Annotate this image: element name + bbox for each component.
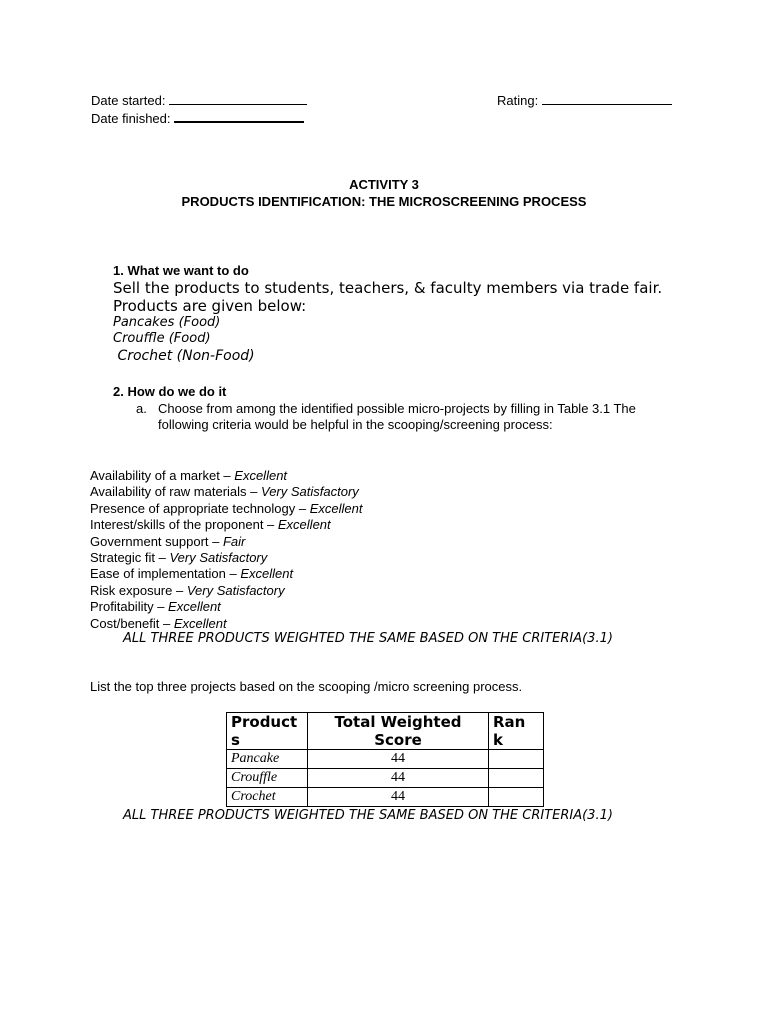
criteria-rating: Excellent [240,566,294,582]
date-finished-blank[interactable] [174,110,304,123]
criteria-name: Interest/skills of the proponent – [90,517,278,533]
cell-product: Crochet [227,788,308,807]
criteria-name: Presence of appropriate technology – [90,500,310,516]
criteria-rating: Excellent [234,468,288,483]
table-row [227,750,544,769]
table-row [227,788,544,807]
cell-score: 44 [308,769,489,788]
cell-score: 44 [308,750,489,769]
criteria-item [90,534,362,550]
item-a-line1: Choose from among the identified possible micro-projects by filling in Table 3.1 The [158,401,636,416]
criteria-rating: Excellent [173,615,227,631]
date-started-label: Date started: [91,93,166,108]
criteria-item [90,599,362,615]
activity-subtitle: PRODUCTS IDENTIFICATION: THE MICROSCREENING PROCESS [181,194,587,209]
section1-line2: Products are given below: [113,297,307,315]
criteria-name: Strategic fit – [90,549,170,565]
criteria-rating: Excellent [168,599,221,615]
criteria-item [90,566,362,582]
section2-heading: 2. How do we do it [113,384,227,399]
rating-row [497,93,672,109]
date-finished-label: Date finished: [91,111,171,126]
date-finished-row [91,110,304,127]
criteria-name: Cost/benefit – [90,615,174,631]
criteria-item [90,517,362,533]
criteria-rating: Very Satisfactory [186,582,285,598]
criteria-name: Government support – [90,533,223,549]
criteria-rating: Fair [222,533,246,549]
activity-title: ACTIVITY 3 [349,177,419,192]
rating-label: Rating: [497,93,539,108]
criteria-item [90,616,362,632]
item-a-marker: a. [136,401,147,416]
criteria-name: Availability of raw materials – [90,484,261,500]
section1-heading: 1. What we want to do [113,263,249,278]
criteria-item [90,550,362,566]
product-item: Pancakes (Food) [113,315,221,330]
product-item: Crouffle (Food) [113,331,211,346]
criteria-rating: Very Satisfactory [261,484,359,500]
criteria-item [90,484,362,500]
criteria-name: Ease of implementation – [90,566,241,582]
cell-rank[interactable] [489,769,544,788]
criteria-item [90,583,362,599]
products-table [226,712,544,807]
criteria-list [90,468,362,632]
header-total-score: Total Weighted Score [308,713,489,750]
item-a-line2: following criteria would be helpful in the scooping/screening process: [158,417,553,432]
criteria-item [90,501,362,517]
cell-product: Crouffle [227,769,308,788]
criteria-name: Risk exposure – [90,582,187,598]
table-header-row [227,713,544,750]
section1-line1: Sell the products to students, teachers, & faculty members via trade fair. [113,279,663,297]
header-rank: Ran k [489,713,544,750]
criteria-rating: Excellent [309,500,363,516]
criteria-rating: Excellent [277,517,331,533]
product-item: Crochet (Non-Food) [113,348,255,364]
date-started-blank[interactable] [169,93,307,105]
list-instruction: List the top three projects based on the scooping /micro screening process. [90,679,523,694]
rating-blank[interactable] [542,93,672,105]
header-products: Product s [227,713,308,750]
date-started-row [91,93,307,109]
cell-product: Pancake [227,750,308,769]
criteria-name: Profitability – [90,599,169,615]
criteria-name: Availability of a market – [90,468,235,483]
criteria-rating: Very Satisfactory [169,549,268,565]
weighting-note-bottom: ALL THREE PRODUCTS WEIGHTED THE SAME BASED ON THE CRITERIA(3.1) [123,808,613,823]
cell-score: 44 [308,788,489,807]
weighting-note: ALL THREE PRODUCTS WEIGHTED THE SAME BASED ON THE CRITERIA(3.1) [123,631,613,646]
cell-rank[interactable] [489,750,544,769]
cell-rank[interactable] [489,788,544,807]
criteria-item [90,468,362,484]
table-row [227,769,544,788]
